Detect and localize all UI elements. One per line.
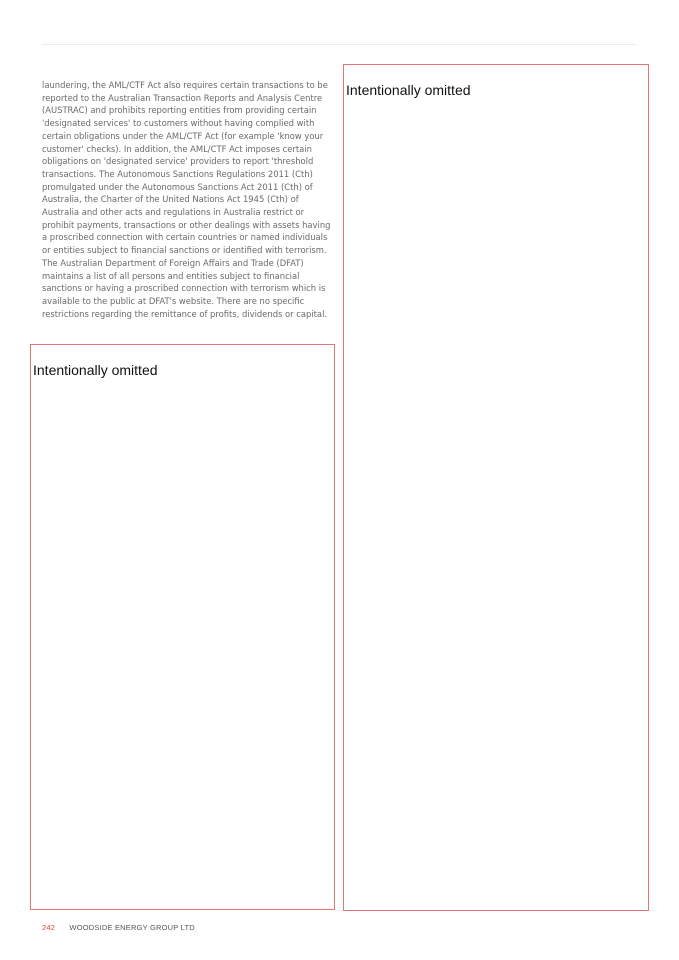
omitted-box-right <box>343 64 649 911</box>
omitted-label-right: Intentionally omitted <box>346 82 471 98</box>
header-rule <box>42 44 637 45</box>
page-footer <box>42 923 195 932</box>
omitted-label-left: Intentionally omitted <box>33 362 158 378</box>
company-name: WOODSIDE ENERGY GROUP LTD <box>69 923 195 932</box>
omitted-box-left <box>30 344 335 910</box>
page-number: 242 <box>42 923 56 932</box>
body-paragraph: laundering, the AML/CTF Act also requires certain transactions to be reported to the Australian Transaction Reports and Analysis Centre (AUSTRAC) and prohibits reporting entities from providing certain 'designated services' to customers without having complied with certain obligations under the AML/CTF Act (for example 'know your customer' checks). In addition, the AML/CTF Act imposes certain obligations on 'designated service' providers to report 'threshold transactions. The Autonomous Sanctions Regulations 2011 (Cth) promulgated under the Autonomous Sanctions Act 2011 (Cth) of Australia, the Charter of the United Nations Act 1945 (Cth) of Australia and other acts and regulations in Australia restrict or prohibit payments, transactions or other dealings with assets having a proscribed connection with certain countries or named individuals or entities subject to financial sanctions or identified with terrorism. The Australian Department of Foreign Affairs and Trade (DFAT) maintains a list of all persons and entities subject to financial sanctions or having a proscribed connection with terrorism which is available to the public at DFAT's website. There are no specific restrictions regarding the remittance of profits, dividends or capital. <box>42 80 331 319</box>
